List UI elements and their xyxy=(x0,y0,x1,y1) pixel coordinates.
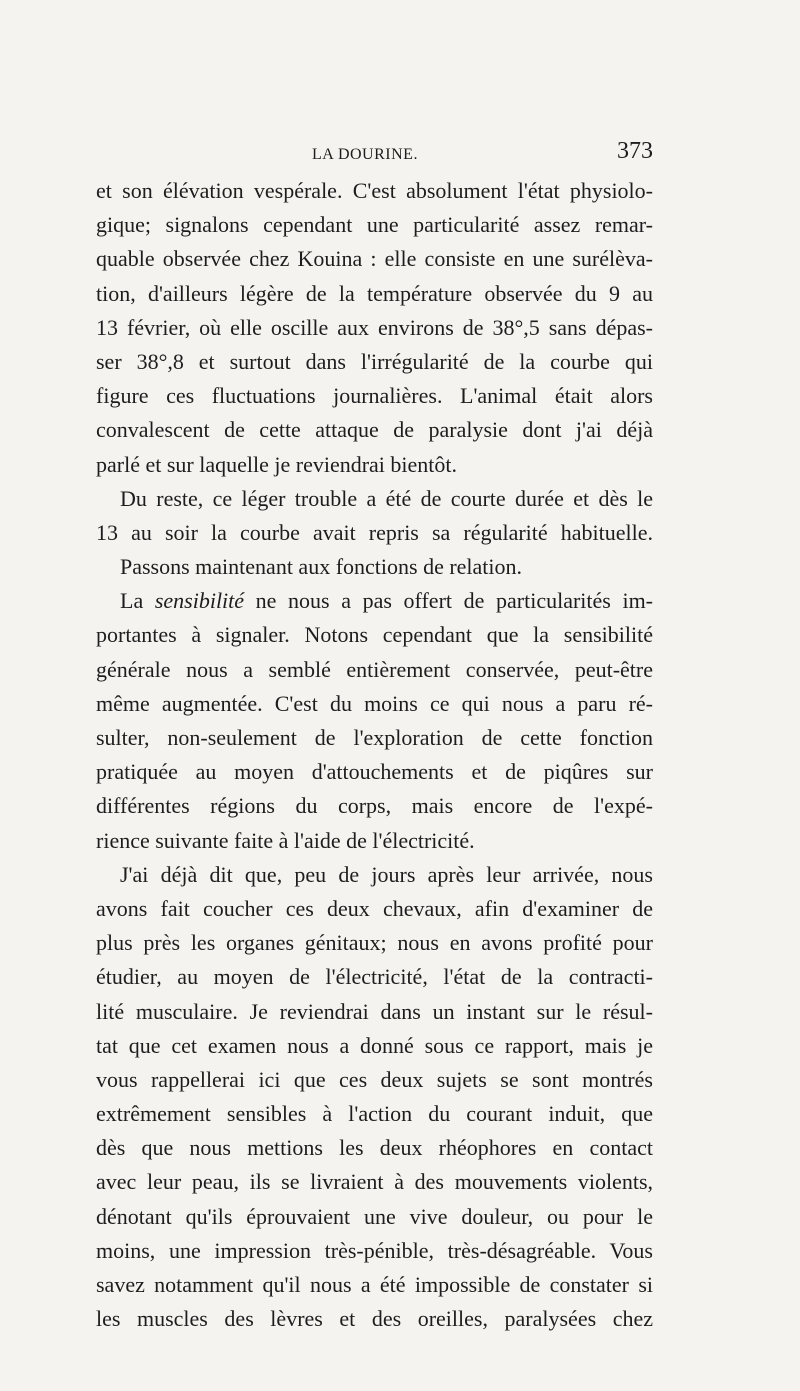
text-line: 13 février, où elle oscille aux environs de 38°,5 sans dépas- xyxy=(96,314,653,340)
text-line: ser 38°,8 et surtout dans l'irrégularité de la courbe qui xyxy=(96,348,653,374)
text-line xyxy=(96,584,653,618)
text-fragment: La xyxy=(120,588,144,614)
italic-term: sensibilité xyxy=(154,588,245,614)
text-line: gique; signalons cependant une particularité assez remar- xyxy=(96,212,653,238)
text-line: tat que cet examen nous a donné sous ce rapport, mais je xyxy=(96,1032,653,1058)
text-line: étudier, au moyen de l'électricité, l'état de la contracti- xyxy=(96,964,653,990)
text-line: même augmentée. C'est du moins ce qui nous a paru ré- xyxy=(96,690,653,716)
text-line: plus près les organes génitaux; nous en avons profité pour xyxy=(96,930,653,956)
text-line: dès que nous mettions les deux rhéophores en contact xyxy=(96,1135,653,1161)
text-line: 13 au soir la courbe avait repris sa régularité habituelle. xyxy=(96,519,653,545)
text-line: J'ai déjà dit que, peu de jours après leur arrivée, nous xyxy=(120,861,653,887)
text-line: sulter, non-seulement de l'exploration de cette fonction xyxy=(96,725,653,750)
page-number: 373 xyxy=(617,138,653,164)
text-line: lité musculaire. Je reviendrai dans un instant sur le résul- xyxy=(96,998,653,1024)
text-line: convalescent de cette attaque de paralysie dont j'ai déjà xyxy=(96,417,653,443)
text-line: vous rappellerai ici que ces deux sujets se sont montrés xyxy=(96,1066,653,1092)
text-line: générale nous a semblé entièrement conservée, peut-être xyxy=(96,656,653,682)
text-line: avec leur peau, ils se livraient à des mouvements violents, xyxy=(96,1169,653,1195)
text-fragment: ne nous a pas offert de particularités im- xyxy=(255,588,653,614)
text-line: quable observée chez Kouina : elle consiste en une surélèva- xyxy=(96,246,653,272)
text-line: Passons maintenant aux fonctions de relation. xyxy=(120,554,523,580)
text-line: dénotant qu'ils éprouvaient une vive douleur, ou pour le xyxy=(96,1203,653,1229)
text-line: moins, une impression très-pénible, très-désagréable. Vous xyxy=(96,1237,653,1263)
body-text xyxy=(96,174,653,1336)
running-title: LA DOURINE. xyxy=(312,146,418,163)
text-line: savez notamment qu'il nous a été impossible de constater si xyxy=(96,1272,653,1297)
text-line: les muscles des lèvres et des oreilles, paralysées chez xyxy=(96,1306,653,1332)
text-line: tion, d'ailleurs légère de la température observée du 9 au xyxy=(96,280,653,306)
text-line: pratiquée au moyen d'attouchements et de piqûres sur xyxy=(96,759,653,785)
text-line: Du reste, ce léger trouble a été de courte durée et dès le xyxy=(120,485,653,511)
text-line: différentes régions du corps, mais encore de l'expé- xyxy=(96,793,653,819)
text-line: parlé et sur laquelle je reviendrai bientôt. xyxy=(96,451,458,477)
page-header xyxy=(96,138,653,168)
text-line: avons fait coucher ces deux chevaux, afin d'examiner de xyxy=(96,895,653,921)
text-line: rience suivante faite à l'aide de l'électricité. xyxy=(96,827,475,853)
text-line: portantes à signaler. Notons cependant que la sensibilité xyxy=(96,622,653,648)
text-line: extrêmement sensibles à l'action du courant induit, que xyxy=(96,1101,653,1127)
text-line: et son élévation vespérale. C'est absolument l'état physiolo- xyxy=(96,178,653,203)
text-line: figure ces fluctuations journalières. L'animal était alors xyxy=(96,383,653,409)
